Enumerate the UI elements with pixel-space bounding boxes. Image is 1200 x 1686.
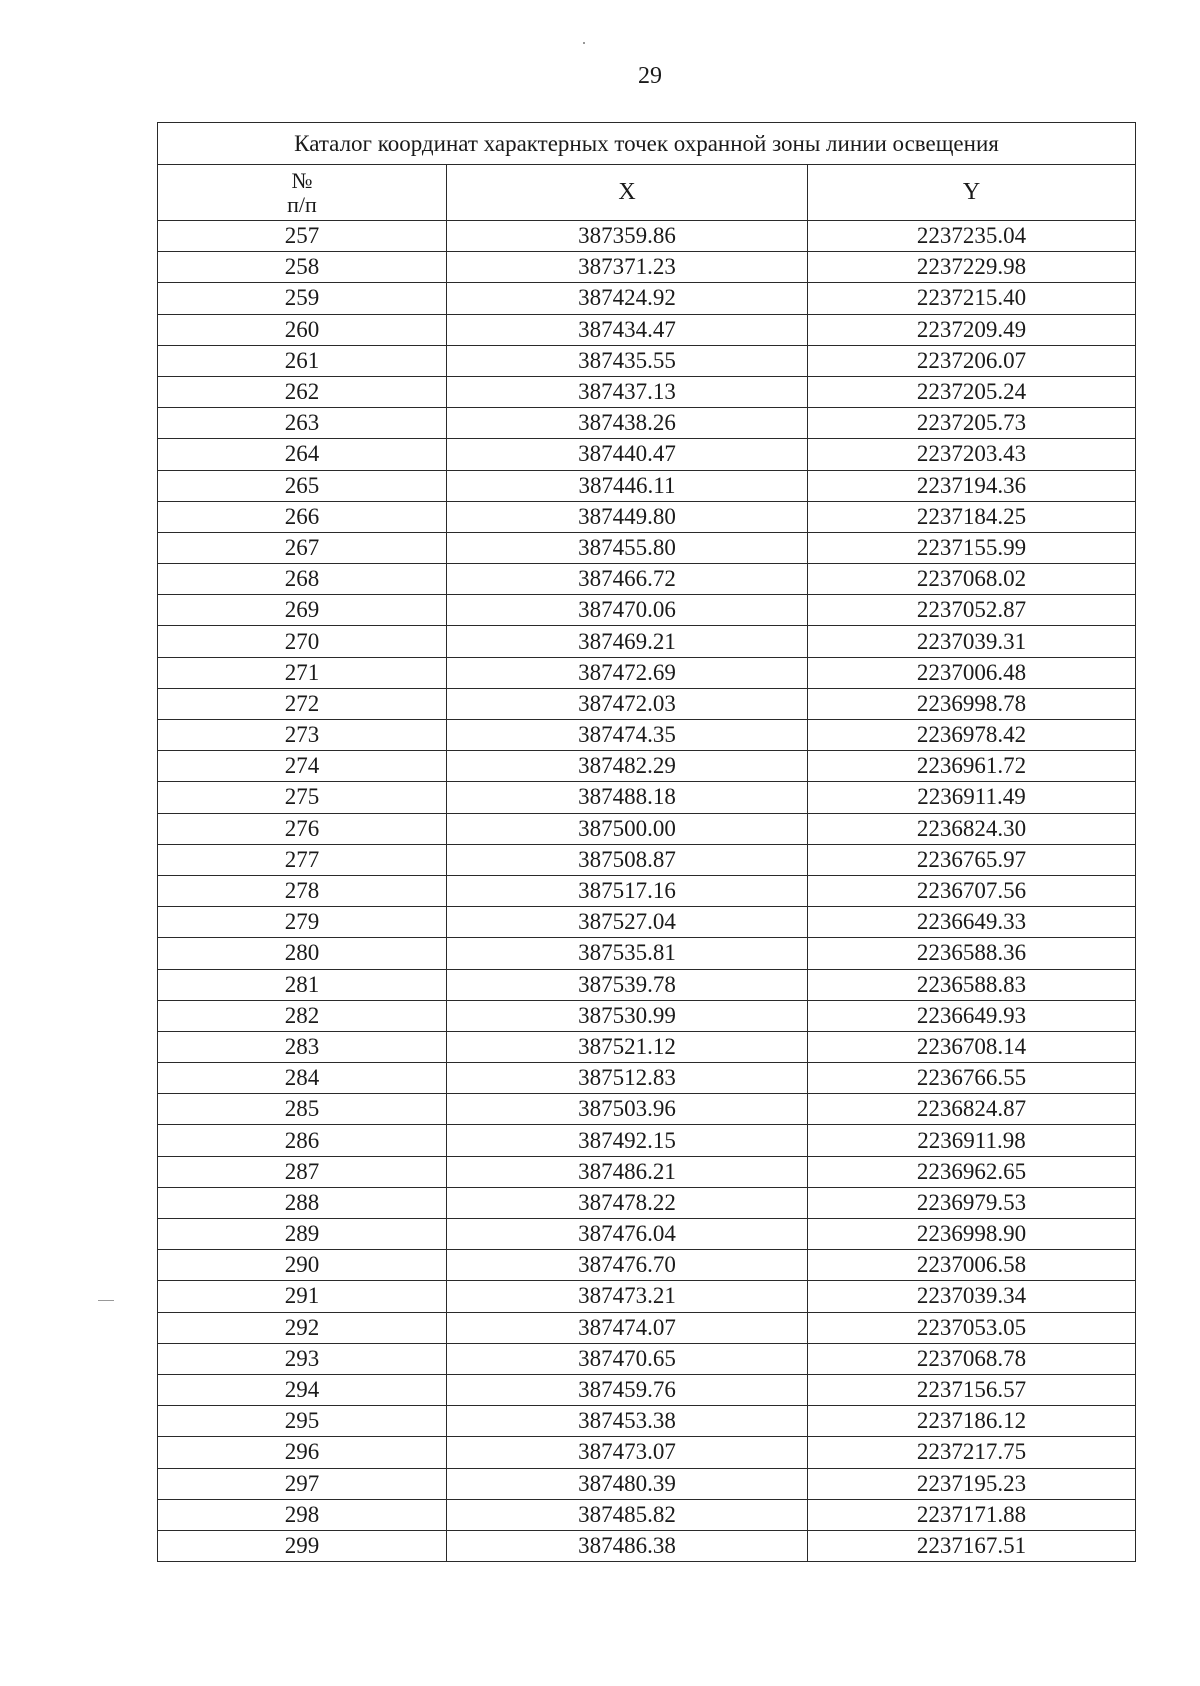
cell-y: 2237053.05 — [808, 1312, 1136, 1343]
cell-y: 2237052.87 — [808, 595, 1136, 626]
scan-speck — [583, 42, 585, 44]
cell-y: 2237217.75 — [808, 1437, 1136, 1468]
cell-y: 2237235.04 — [808, 221, 1136, 252]
cell-y: 2236978.42 — [808, 720, 1136, 751]
cell-y: 2236998.78 — [808, 688, 1136, 719]
cell-y: 2236824.87 — [808, 1094, 1136, 1125]
cell-y: 2236824.30 — [808, 813, 1136, 844]
table-row — [158, 782, 1136, 813]
cell-y: 2237171.88 — [808, 1499, 1136, 1530]
header-number-symbol: № — [291, 167, 313, 193]
cell-number: 267 — [158, 532, 447, 563]
cell-number: 280 — [158, 938, 447, 969]
cell-number: 258 — [158, 252, 447, 283]
cell-x: 387472.03 — [447, 688, 808, 719]
table-row — [158, 1250, 1136, 1281]
table-row — [158, 751, 1136, 782]
cell-x: 387482.29 — [447, 751, 808, 782]
table-row — [158, 1468, 1136, 1499]
cell-x: 387459.76 — [447, 1374, 808, 1405]
table-row — [158, 595, 1136, 626]
cell-number: 281 — [158, 969, 447, 1000]
cell-x: 387371.23 — [447, 252, 808, 283]
cell-number: 274 — [158, 751, 447, 782]
cell-x: 387521.12 — [447, 1031, 808, 1062]
table-row — [158, 1187, 1136, 1218]
table-row — [158, 657, 1136, 688]
cell-x: 387469.21 — [447, 626, 808, 657]
table-row — [158, 813, 1136, 844]
cell-number: 264 — [158, 439, 447, 470]
cell-x: 387473.07 — [447, 1437, 808, 1468]
cell-y: 2236649.33 — [808, 907, 1136, 938]
cell-x: 387512.83 — [447, 1063, 808, 1094]
cell-x: 387449.80 — [447, 501, 808, 532]
cell-y: 2237155.99 — [808, 532, 1136, 563]
cell-y: 2236998.90 — [808, 1219, 1136, 1250]
cell-x: 387440.47 — [447, 439, 808, 470]
cell-y: 2236588.36 — [808, 938, 1136, 969]
cell-y: 2236911.98 — [808, 1125, 1136, 1156]
cell-y: 2236765.97 — [808, 844, 1136, 875]
cell-x: 387446.11 — [447, 470, 808, 501]
cell-y: 2236708.14 — [808, 1031, 1136, 1062]
cell-x: 387478.22 — [447, 1187, 808, 1218]
table-row — [158, 1312, 1136, 1343]
cell-y: 2237068.78 — [808, 1343, 1136, 1374]
cell-number: 272 — [158, 688, 447, 719]
table-body — [158, 221, 1136, 1562]
cell-x: 387503.96 — [447, 1094, 808, 1125]
cell-x: 387474.35 — [447, 720, 808, 751]
cell-number: 275 — [158, 782, 447, 813]
cell-x: 387466.72 — [447, 564, 808, 595]
table-row — [158, 532, 1136, 563]
table-row — [158, 221, 1136, 252]
cell-x: 387476.04 — [447, 1219, 808, 1250]
table-row — [158, 1343, 1136, 1374]
table-row — [158, 626, 1136, 657]
cell-y: 2236649.93 — [808, 1000, 1136, 1031]
table-row — [158, 408, 1136, 439]
cell-x: 387474.07 — [447, 1312, 808, 1343]
cell-y: 2237215.40 — [808, 283, 1136, 314]
table-row — [158, 439, 1136, 470]
cell-number: 284 — [158, 1063, 447, 1094]
cell-x: 387424.92 — [447, 283, 808, 314]
cell-x: 387488.18 — [447, 782, 808, 813]
table-caption: Каталог координат характерных точек охранной зоны линии освещения — [158, 123, 1136, 165]
cell-number: 289 — [158, 1219, 447, 1250]
table-row — [158, 1219, 1136, 1250]
table-row — [158, 844, 1136, 875]
cell-number: 288 — [158, 1187, 447, 1218]
header-x: X — [447, 165, 808, 221]
table-row — [158, 938, 1136, 969]
cell-y: 2237205.73 — [808, 408, 1136, 439]
table-row — [158, 1530, 1136, 1561]
cell-y: 2237194.36 — [808, 470, 1136, 501]
cell-number: 298 — [158, 1499, 447, 1530]
cell-x: 387530.99 — [447, 1000, 808, 1031]
cell-y: 2236588.83 — [808, 969, 1136, 1000]
page-number: 29 — [638, 63, 662, 89]
cell-y: 2236911.49 — [808, 782, 1136, 813]
table-row — [158, 1156, 1136, 1187]
cell-x: 387434.47 — [447, 314, 808, 345]
cell-x: 387438.26 — [447, 408, 808, 439]
table-row — [158, 501, 1136, 532]
cell-y: 2237203.43 — [808, 439, 1136, 470]
cell-number: 273 — [158, 720, 447, 751]
cell-number: 262 — [158, 376, 447, 407]
cell-number: 259 — [158, 283, 447, 314]
cell-number: 278 — [158, 875, 447, 906]
cell-x: 387535.81 — [447, 938, 808, 969]
cell-x: 387470.65 — [447, 1343, 808, 1374]
table-row — [158, 376, 1136, 407]
cell-number: 299 — [158, 1530, 447, 1561]
table-row — [158, 345, 1136, 376]
cell-x: 387508.87 — [447, 844, 808, 875]
header-number — [158, 165, 447, 221]
header-y: Y — [808, 165, 1136, 221]
cell-x: 387486.21 — [447, 1156, 808, 1187]
cell-number: 292 — [158, 1312, 447, 1343]
cell-number: 296 — [158, 1437, 447, 1468]
table-row — [158, 1125, 1136, 1156]
cell-y: 2236979.53 — [808, 1187, 1136, 1218]
cell-number: 266 — [158, 501, 447, 532]
cell-y: 2237184.25 — [808, 501, 1136, 532]
cell-x: 387476.70 — [447, 1250, 808, 1281]
table-row — [158, 1031, 1136, 1062]
cell-number: 271 — [158, 657, 447, 688]
table-row — [158, 1094, 1136, 1125]
cell-x: 387472.69 — [447, 657, 808, 688]
cell-number: 270 — [158, 626, 447, 657]
cell-x: 387539.78 — [447, 969, 808, 1000]
cell-number: 268 — [158, 564, 447, 595]
cell-x: 387517.16 — [447, 875, 808, 906]
cell-y: 2237205.24 — [808, 376, 1136, 407]
cell-x: 387359.86 — [447, 221, 808, 252]
header-number-abbrev: п/п — [287, 191, 317, 217]
cell-x: 387480.39 — [447, 1468, 808, 1499]
cell-number: 265 — [158, 470, 447, 501]
cell-number: 295 — [158, 1406, 447, 1437]
cell-number: 257 — [158, 221, 447, 252]
scan-margin-mark — [98, 1300, 114, 1301]
cell-y: 2237039.31 — [808, 626, 1136, 657]
cell-number: 276 — [158, 813, 447, 844]
coordinate-catalog-table — [157, 122, 1136, 1562]
cell-x: 387435.55 — [447, 345, 808, 376]
cell-number: 287 — [158, 1156, 447, 1187]
cell-x: 387473.21 — [447, 1281, 808, 1312]
cell-y: 2237068.02 — [808, 564, 1136, 595]
cell-y: 2236707.56 — [808, 875, 1136, 906]
cell-x: 387486.38 — [447, 1530, 808, 1561]
table-row — [158, 1063, 1136, 1094]
cell-number: 261 — [158, 345, 447, 376]
cell-y: 2237186.12 — [808, 1406, 1136, 1437]
cell-x: 387453.38 — [447, 1406, 808, 1437]
cell-x: 387455.80 — [447, 532, 808, 563]
cell-y: 2236962.65 — [808, 1156, 1136, 1187]
table-row — [158, 1499, 1136, 1530]
table-row — [158, 688, 1136, 719]
table-row — [158, 969, 1136, 1000]
cell-y: 2237209.49 — [808, 314, 1136, 345]
cell-x: 387485.82 — [447, 1499, 808, 1530]
cell-x: 387492.15 — [447, 1125, 808, 1156]
table-row — [158, 907, 1136, 938]
cell-y: 2237206.07 — [808, 345, 1136, 376]
table-row — [158, 470, 1136, 501]
table-row — [158, 564, 1136, 595]
cell-y: 2236766.55 — [808, 1063, 1136, 1094]
cell-x: 387437.13 — [447, 376, 808, 407]
cell-number: 286 — [158, 1125, 447, 1156]
cell-number: 283 — [158, 1031, 447, 1062]
cell-x: 387527.04 — [447, 907, 808, 938]
cell-number: 293 — [158, 1343, 447, 1374]
table-row — [158, 1437, 1136, 1468]
table-row — [158, 252, 1136, 283]
cell-number: 260 — [158, 314, 447, 345]
table-row — [158, 1281, 1136, 1312]
cell-y: 2237167.51 — [808, 1530, 1136, 1561]
cell-number: 269 — [158, 595, 447, 626]
table-row — [158, 283, 1136, 314]
table-row — [158, 875, 1136, 906]
cell-y: 2237006.58 — [808, 1250, 1136, 1281]
cell-y: 2237039.34 — [808, 1281, 1136, 1312]
cell-number: 291 — [158, 1281, 447, 1312]
table-row — [158, 1374, 1136, 1405]
cell-number: 294 — [158, 1374, 447, 1405]
cell-y: 2237006.48 — [808, 657, 1136, 688]
cell-number: 297 — [158, 1468, 447, 1499]
table-row — [158, 720, 1136, 751]
cell-y: 2236961.72 — [808, 751, 1136, 782]
cell-number: 290 — [158, 1250, 447, 1281]
cell-number: 263 — [158, 408, 447, 439]
table-row — [158, 314, 1136, 345]
cell-y: 2237229.98 — [808, 252, 1136, 283]
cell-number: 277 — [158, 844, 447, 875]
cell-y: 2237156.57 — [808, 1374, 1136, 1405]
cell-y: 2237195.23 — [808, 1468, 1136, 1499]
table-row — [158, 1406, 1136, 1437]
cell-number: 285 — [158, 1094, 447, 1125]
cell-number: 282 — [158, 1000, 447, 1031]
cell-x: 387470.06 — [447, 595, 808, 626]
table-row — [158, 1000, 1136, 1031]
cell-number: 279 — [158, 907, 447, 938]
cell-x: 387500.00 — [447, 813, 808, 844]
